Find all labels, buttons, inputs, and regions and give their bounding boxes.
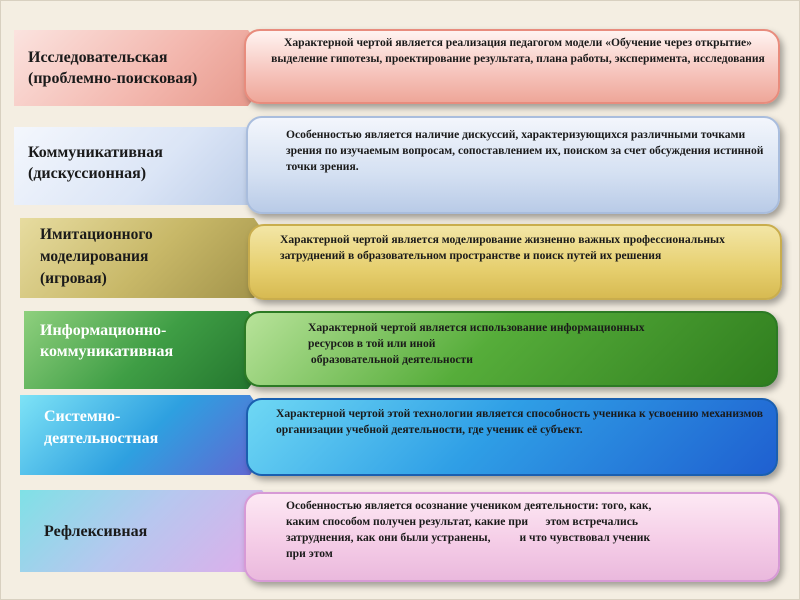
arrow-label-communicative: Коммуникативная (дискуссионная) bbox=[28, 144, 163, 182]
description-box-system bbox=[246, 398, 778, 476]
arrow-label-system: Системно- деятельностная bbox=[44, 408, 159, 447]
description-text-system: Характерной чертой этой технологии является способность ученика к усвоению механизмов организации учебной деятельности, где ученик её субъект. bbox=[276, 407, 764, 436]
description-text-reflexive: Особенностью является осознание учеником деятельности: того, как, каким способом получен результат, какие при этом встречались затруднения, как они были устранены, и что чувствовал ученик при этом bbox=[286, 499, 652, 560]
arrow-label-information: Информационно- коммуникативная bbox=[40, 322, 174, 360]
description-box-information bbox=[244, 311, 778, 387]
description-text-communicative: Особенностью является наличие дискуссий, характеризующихся различными точками зрения по изучаемым вопросам, сопоставлением их, поиском за счет обсуждения истинной точки зрения. bbox=[286, 128, 764, 173]
description-box-reflexive bbox=[244, 492, 780, 582]
arrow-label-research: Исследовательская (проблемно-поисковая) bbox=[28, 49, 198, 87]
description-text-information: Характерной чертой является использование информационных ресурсов в той или иной образовательной деятельности bbox=[308, 321, 645, 366]
arrow-label-reflexive: Рефлексивная bbox=[44, 523, 148, 540]
description-box-communicative bbox=[246, 116, 780, 214]
description-box-simulation bbox=[248, 224, 782, 300]
description-text-research: Характерной чертой является реализация педагогом модели «Обучение через открытие» выделение гипотезы, проектирование результата, плана работы, эксперимента, исследования bbox=[271, 36, 765, 65]
description-box-research bbox=[244, 29, 780, 104]
description-text-simulation: Характерной чертой является моделирование жизненно важных профессиональных затруднений в образовательном пространстве и поиск путей их решения bbox=[280, 233, 725, 262]
arrow-label-simulation: Имитационного моделирования (игровая) bbox=[40, 226, 153, 287]
